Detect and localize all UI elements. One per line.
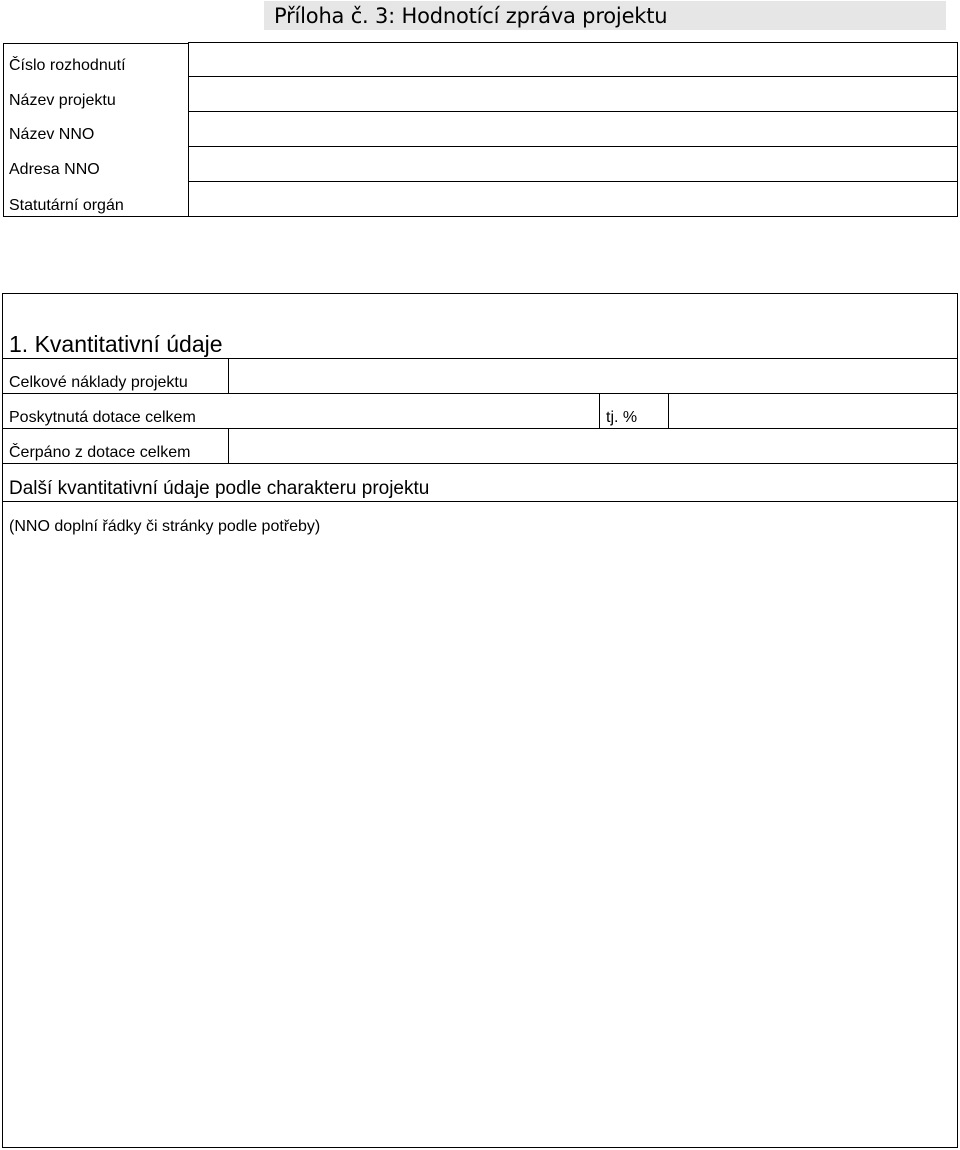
column-divider [599,393,600,428]
nno-name-field[interactable] [190,112,956,146]
row-divider [2,501,958,502]
row-divider [2,463,958,464]
column-divider [228,428,229,463]
statutory-body-field[interactable] [190,182,956,216]
total-costs-field[interactable] [230,359,956,393]
total-costs-label: Celkové náklady projektu [9,374,188,391]
subsidy-total-field[interactable] [230,394,598,428]
percent-label: tj. % [606,409,638,426]
decision-number-field[interactable] [190,43,956,76]
drawn-subsidy-field[interactable] [230,429,956,463]
further-data-note: (NNO doplní řádky či stránky podle potřeby) [9,518,321,535]
decision-number-label: Číslo rozhodnutí [9,57,126,74]
percent-field[interactable] [670,394,956,428]
project-name-field[interactable] [190,77,956,111]
further-data-title: Další kvantitativní údaje podle charakteru projektu [9,478,430,499]
subsidy-total-label: Poskytnutá dotace celkem [9,409,196,426]
further-data-area[interactable] [4,540,956,1144]
statutory-body-label: Statutární orgán [9,197,124,214]
column-divider [228,358,229,393]
page-title: Příloha č. 3: Hodnotící zpráva projektu [274,4,668,28]
project-name-label: Název projektu [9,92,116,109]
nno-address-field[interactable] [190,147,956,181]
section-title: 1. Kvantitativní údaje [9,331,223,357]
nno-address-label: Adresa NNO [9,161,100,178]
nno-name-label: Název NNO [9,126,95,143]
drawn-subsidy-label: Čerpáno z dotace celkem [9,444,191,461]
column-divider [668,393,669,428]
